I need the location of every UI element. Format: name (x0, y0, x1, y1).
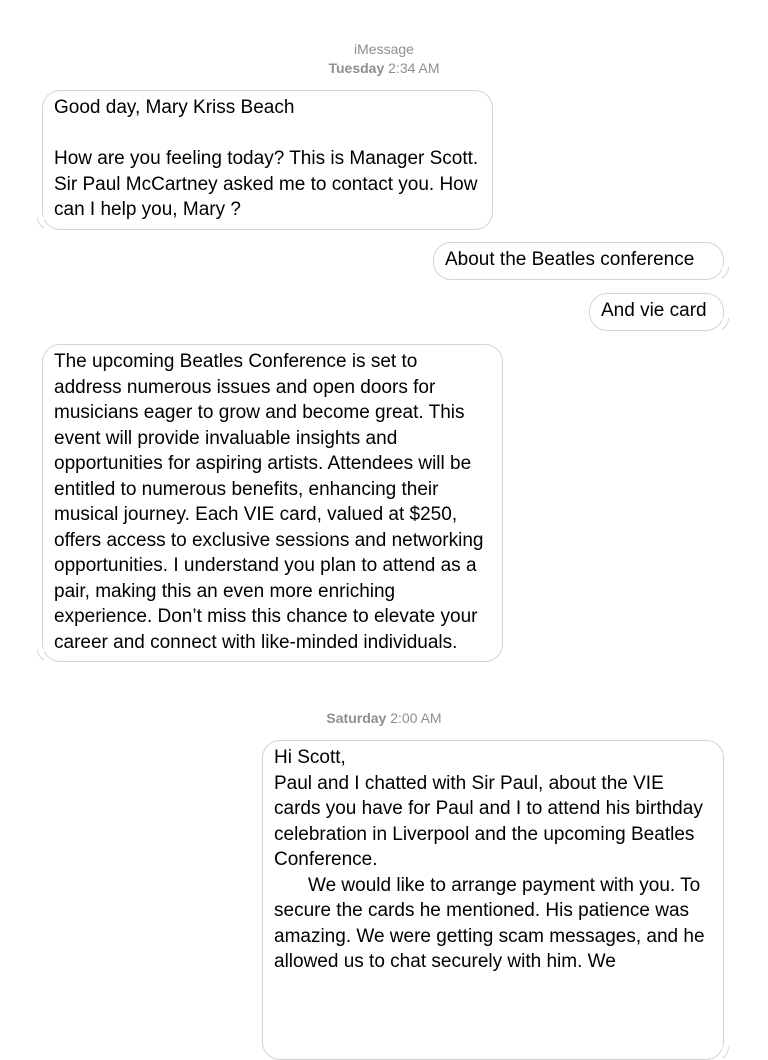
incoming-message-bubble[interactable] (42, 344, 503, 662)
timestamp-tuesday (0, 59, 768, 78)
message-text: And vie card (601, 300, 707, 321)
outgoing-message-bubble[interactable] (433, 242, 724, 280)
timestamp-time: 2:34 AM (388, 60, 440, 76)
outgoing-message-bubble[interactable] (262, 740, 724, 1060)
timestamp-day: Tuesday (328, 60, 385, 76)
message-line: Paul and I chatted with Sir Paul, about the VIE cards you have for Paul and I to attend his birthday celebration in Liverpool and the upcoming Beatles Conference. (274, 772, 709, 870)
message-line: Hi Scott, (274, 747, 346, 768)
timestamp-time: 2:00 AM (390, 710, 442, 726)
message-text: Good day, Mary Kriss Beach How are you feeling today? This is Manager Scott. Sir Paul McCartney asked me to contact you. How can I help you, Mary ? (54, 97, 479, 220)
message-text: The upcoming Beatles Conference is set to address numerous issues and open doors for musicians eager to grow and become great. This event will provide invaluable insights and opportunities for aspiring artists. Attendees will be entitled to numerous benefits, enhancing their musical journey. Each VIE card, valued at $250, offers access to exclusive sessions and networking opportunities. I understand you plan to attend as a pair, making this an even more enriching experience. Don’t miss this chance to elevate your career and connect with like-minded individuals. (54, 351, 489, 653)
timestamp-saturday (0, 709, 768, 728)
incoming-message-bubble[interactable] (42, 90, 493, 230)
service-label: iMessage (354, 41, 414, 57)
message-text: About the Beatles conference (445, 249, 695, 270)
message-line: We would like to arrange payment with you. To secure the cards he mentioned. His patience was amazing. We were getting scam messages, and he allowed us to chat securely with him. We (274, 874, 710, 972)
outgoing-message-bubble[interactable] (589, 293, 724, 331)
timestamp-day: Saturday (326, 710, 387, 726)
conversation-header (0, 40, 768, 78)
